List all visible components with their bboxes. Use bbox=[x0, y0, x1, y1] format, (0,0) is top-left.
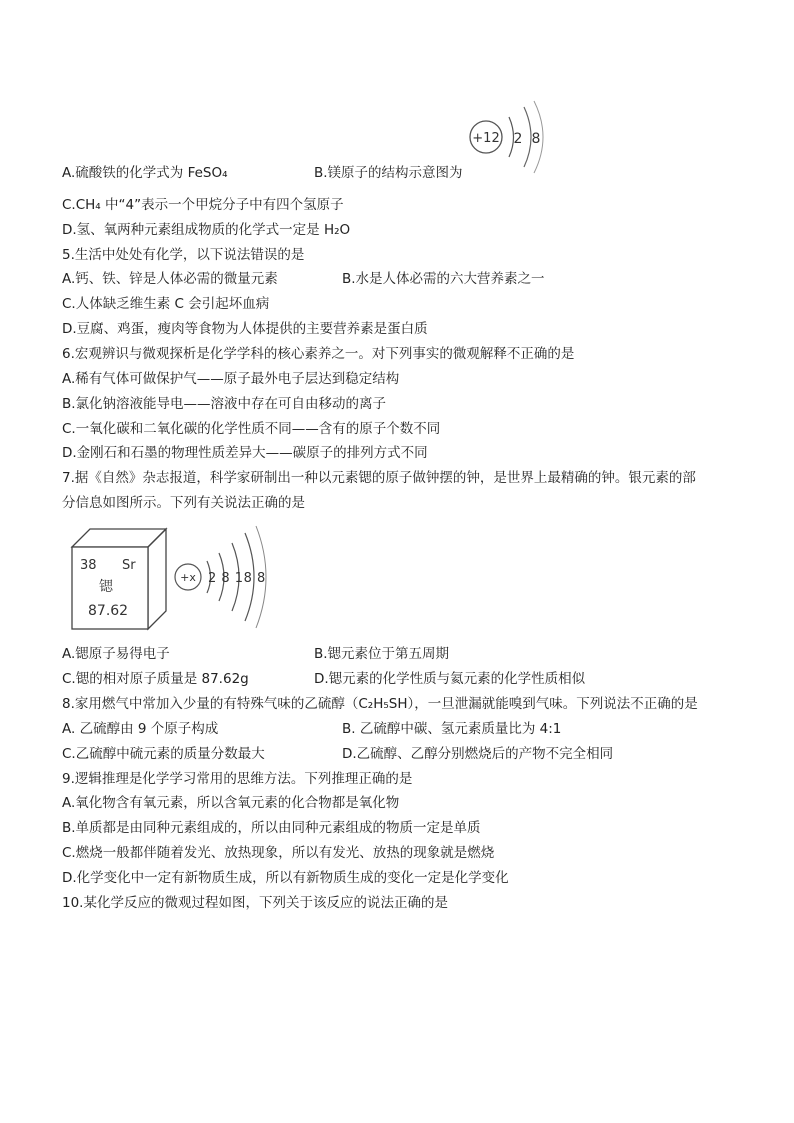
electron-shell-2 bbox=[524, 107, 531, 167]
q7-option-a: A.锶原子易得电子 bbox=[62, 646, 170, 662]
strontium-element-tile bbox=[66, 525, 170, 631]
q6-stem: 6.宏观辨识与微观探析是化学学科的核心素养之一。对下列事实的微观解释不正确的是 bbox=[62, 346, 575, 362]
q6-option-d: D.金刚石和石墨的物理性质差异大——碳原子的排列方式不同 bbox=[62, 445, 428, 461]
mg-nucleus-label: +12 bbox=[472, 131, 500, 146]
sr-shell-counts: 2 8 18 8 bbox=[208, 571, 266, 586]
q7-option-c: C.锶的相对原子质量是 87.62g bbox=[62, 671, 249, 687]
q10-stem: 10.某化学反应的微观过程如图，下列关于该反应的说法正确的是 bbox=[62, 895, 448, 911]
q5-option-a: A.钙、铁、锌是人体必需的微量元素 bbox=[62, 271, 278, 287]
q4-option-d: D.氢、氧两种元素组成物质的化学式一定是 H₂O bbox=[62, 222, 351, 238]
q5-option-b: B.水是人体必需的六大营养素之一 bbox=[342, 271, 545, 287]
tile-atomic-mass: 87.62 bbox=[88, 603, 129, 619]
q9-option-c: C.燃烧一般都伴随着发光、放热现象，所以有发光、放热的现象就是燃烧 bbox=[62, 845, 495, 861]
tile-symbol: Sr bbox=[122, 558, 136, 573]
mg-shell2-count: 8 bbox=[531, 131, 541, 147]
magnesium-atom-diagram bbox=[462, 95, 562, 175]
q8-option-d: D.乙硫醇、乙醇分别燃烧后的产物不完全相同 bbox=[342, 746, 614, 762]
strontium-atom-diagram bbox=[172, 520, 284, 630]
q9-option-b: B.单质都是由同种元素组成的，所以由同种元素组成的物质一定是单质 bbox=[62, 820, 481, 836]
q7-stem-line2: 分信息如图所示。下列有关说法正确的是 bbox=[62, 495, 305, 511]
mg-shell1-count: 2 bbox=[513, 131, 523, 147]
q6-option-c: C.一氧化碳和二氧化碳的化学性质不同——含有的原子个数不同 bbox=[62, 421, 441, 437]
q4-option-c: C.CH₄ 中“4”表示一个甲烷分子中有四个氢原子 bbox=[62, 197, 344, 213]
q7-stem-line1: 7.据《自然》杂志报道，科学家研制出一种以元素锶的原子做钟摆的钟，是世界上最精确的钟。银元素的部 bbox=[62, 470, 696, 486]
q4-option-b: B.镁原子的结构示意图为 bbox=[314, 165, 463, 181]
q8-stem: 8.家用燃气中常加入少量的有特殊气味的乙硫醇（C₂H₅SH），一旦泄漏就能嗅到气味。下列说法不正确的是 bbox=[62, 696, 698, 712]
q6-option-a: A.稀有气体可做保护气——原子最外电子层达到稳定结构 bbox=[62, 371, 400, 387]
sr-nucleus-label: +x bbox=[180, 571, 196, 584]
q8-option-c: C.乙硫醇中硫元素的质量分数最大 bbox=[62, 746, 265, 762]
q9-option-a: A.氧化物含有氧元素，所以含氧元素的化合物都是氧化物 bbox=[62, 795, 400, 811]
q8-option-a: A. 乙硫醇由 9 个原子构成 bbox=[62, 721, 219, 737]
q6-option-b: B.氯化钠溶液能导电——溶液中存在可自由移动的离子 bbox=[62, 396, 387, 412]
q7-option-b: B.锶元素位于第五周期 bbox=[314, 646, 450, 662]
q4-option-a: A.硫酸铁的化学式为 FeSO₄ bbox=[62, 165, 228, 181]
q8-option-b: B. 乙硫醇中碳、氢元素质量比为 4:1 bbox=[342, 721, 562, 737]
q7-option-d: D.锶元素的化学性质与氦元素的化学性质相似 bbox=[314, 671, 586, 687]
q9-stem: 9.逻辑推理是化学学习常用的思维方法。下列推理正确的是 bbox=[62, 771, 413, 787]
q5-stem: 5.生活中处处有化学，以下说法错误的是 bbox=[62, 247, 305, 263]
q5-option-d: D.豆腐、鸡蛋，瘦肉等食物为人体提供的主要营养素是蛋白质 bbox=[62, 321, 428, 337]
tile-element-name: 锶 bbox=[99, 579, 113, 595]
q9-option-d: D.化学变化中一定有新物质生成，所以有新物质生成的变化一定是化学变化 bbox=[62, 870, 509, 886]
q5-option-c: C.人体缺乏维生素 C 会引起坏血病 bbox=[62, 296, 270, 312]
tile-atomic-number: 38 bbox=[80, 558, 97, 573]
